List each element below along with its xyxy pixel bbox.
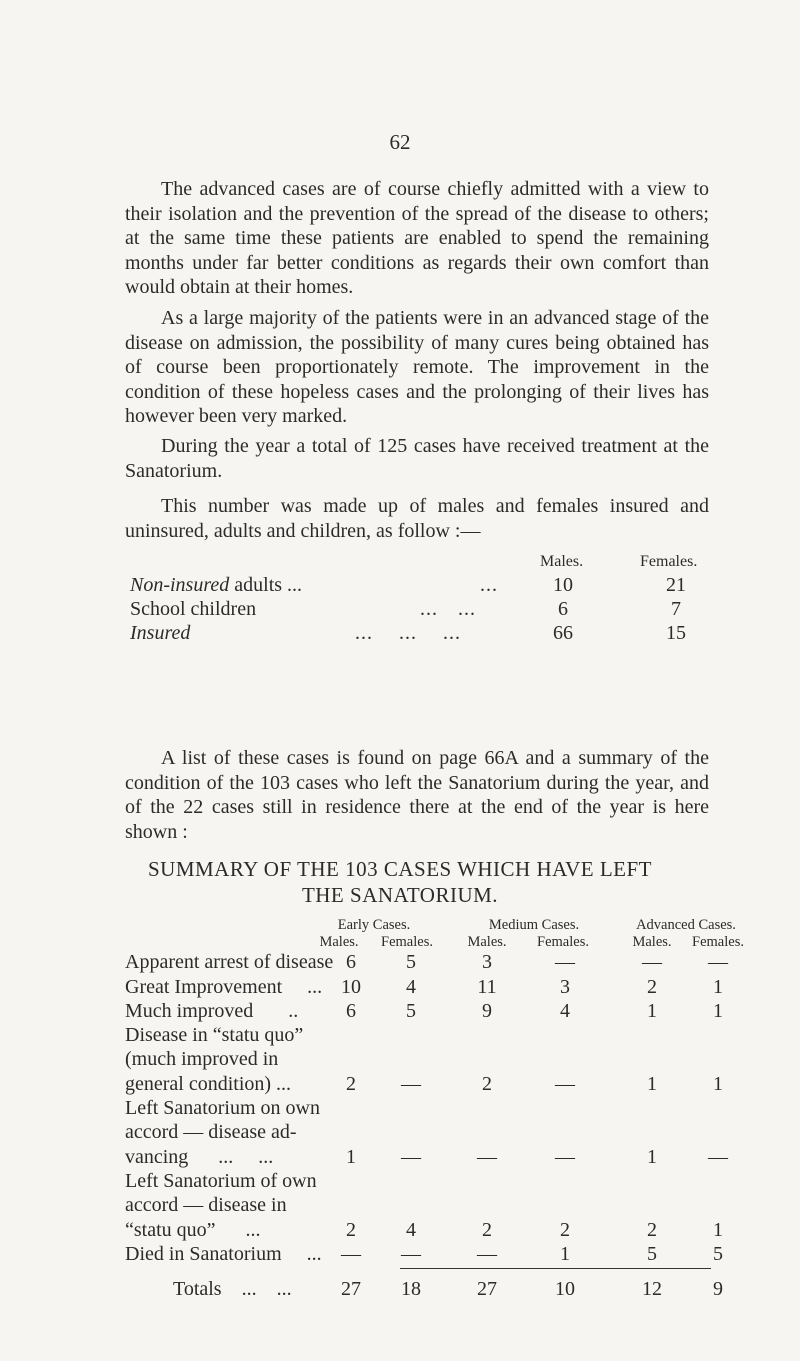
cell-medium-females: 4 — [560, 1000, 570, 1022]
cell-medium-females: 2 — [560, 1219, 570, 1241]
cell-advanced-males: 2 — [647, 1219, 657, 1241]
cell-early-females: 4 — [406, 1219, 416, 1241]
sub-header: Females. — [692, 934, 744, 950]
leader-dots: ... ... — [420, 598, 476, 620]
row-label: Much improved .. — [125, 1000, 299, 1022]
cell-advanced-females: 1 — [713, 1073, 723, 1095]
summary-title-line2: THE SANATORIUM. — [301, 883, 499, 907]
males-value: 10 — [553, 574, 573, 596]
males-value: 66 — [553, 622, 573, 644]
header-males: Males. — [540, 553, 584, 570]
group-header-medium: Medium Cases. — [488, 917, 580, 933]
cell-advanced-males: 5 — [647, 1243, 657, 1265]
paragraph-composition: This number was made up of males and females insured and uninsured, adults and children, as follow :— — [125, 495, 709, 542]
cell-early-males: 10 — [341, 976, 361, 998]
cell-early-males: 6 — [346, 1000, 356, 1022]
row-label: general condition) ... — [125, 1073, 292, 1095]
cell-medium-males: — — [477, 1243, 497, 1265]
sub-header: Males. — [632, 934, 672, 950]
cell-medium-females: 3 — [560, 976, 570, 998]
row-label: accord — disease in — [125, 1194, 287, 1216]
cell-advanced-males: 1 — [647, 1000, 657, 1022]
row-label: accord — disease ad- — [125, 1121, 297, 1143]
cell-early-females: — — [401, 1073, 421, 1095]
cell-early-females: — — [401, 1146, 421, 1168]
cell-advanced-males: 2 — [647, 976, 657, 998]
cell-medium-females: — — [555, 951, 575, 973]
paragraph-advanced-cases: The advanced cases are of course chiefly admitted with a view to their isolation and the prevention of the spread of the disease to others; at the same time these patients are enabled to spend the remaining months under far better conditions as regards their own comfort than would obtain at their homes. — [125, 178, 709, 298]
total-advanced-males: 12 — [642, 1278, 662, 1300]
cell-medium-females: 1 — [560, 1243, 570, 1265]
cell-early-males: 6 — [346, 951, 356, 973]
row-label: Apparent arrest of disease — [125, 951, 334, 973]
cell-medium-males: 2 — [482, 1073, 492, 1095]
paragraph-total-cases: During the year a total of 125 cases have received treatment at the Sanatorium. — [125, 435, 709, 482]
sub-header: Males. — [319, 934, 359, 950]
header-females: Females. — [640, 553, 698, 570]
totals-rule — [400, 1268, 711, 1269]
sub-header: Females. — [381, 934, 433, 950]
females-value: 21 — [666, 574, 686, 596]
row-label: Left Sanatorium on own — [125, 1097, 320, 1119]
admissions-row — [0, 622, 800, 646]
cell-medium-males: 3 — [482, 951, 492, 973]
row-label: Great Improvement ... — [125, 976, 323, 998]
cell-medium-females: — — [555, 1073, 575, 1095]
cell-medium-males: 9 — [482, 1000, 492, 1022]
totals-label: Totals ... ... — [173, 1278, 292, 1300]
cell-early-females: 5 — [406, 951, 416, 973]
row-label-italic: Insured — [130, 622, 191, 644]
cell-advanced-females: — — [708, 1146, 728, 1168]
cell-advanced-males: — — [642, 951, 662, 973]
total-medium-females: 10 — [555, 1278, 575, 1300]
row-label: (much improved in — [125, 1048, 279, 1070]
cell-medium-males: 2 — [482, 1219, 492, 1241]
row-label-italic: Non-insured — [130, 574, 230, 596]
cell-early-males: 2 — [346, 1073, 356, 1095]
cell-advanced-females: — — [708, 951, 728, 973]
leader-dots: ... ... ... — [355, 622, 461, 644]
row-label: Left Sanatorium of own — [125, 1170, 317, 1192]
row-label: vancing ... ... — [125, 1146, 274, 1168]
total-advanced-females: 9 — [713, 1278, 723, 1300]
page-number: 62 — [389, 130, 411, 154]
cell-advanced-males: 1 — [647, 1146, 657, 1168]
cell-medium-males: 11 — [477, 976, 497, 998]
cell-early-females: 5 — [406, 1000, 416, 1022]
paragraph-majority-advanced: As a large majority of the patients were in an advanced stage of the disease on admission, the possibility of many cures being obtained has of course been proportionately remote. The improvement in the condition of these hopeless cases and the prolonging of their lives has however been very marked. — [125, 307, 709, 427]
females-value: 7 — [671, 598, 681, 620]
admissions-row — [0, 598, 800, 622]
row-label: “statu quo” ... — [125, 1219, 261, 1241]
paragraph-summary-intro: A list of these cases is found on page 66A and a summary of the condition of the 103 cases who left the Sanatorium during the year, and of the 22 cases still in residence there at the end of the year is here shown : — [125, 747, 709, 843]
row-label: Disease in “statu quo” — [125, 1024, 304, 1046]
admissions-row — [0, 574, 800, 598]
males-value: 6 — [558, 598, 568, 620]
summary-title-line1: SUMMARY OF THE 103 CASES WHICH HAVE LEFT — [147, 857, 653, 881]
sub-header: Males. — [467, 934, 507, 950]
cell-advanced-females: 5 — [713, 1243, 723, 1265]
cell-advanced-females: 1 — [713, 1000, 723, 1022]
leader-dots: ... — [480, 574, 498, 596]
cell-early-females: 4 — [406, 976, 416, 998]
sub-header: Females. — [537, 934, 589, 950]
row-label: School children — [130, 598, 257, 620]
cell-early-males: — — [341, 1243, 361, 1265]
cell-early-males: 1 — [346, 1146, 356, 1168]
group-header-advanced: Advanced Cases. — [636, 917, 736, 933]
cell-early-males: 2 — [346, 1219, 356, 1241]
cell-advanced-females: 1 — [713, 976, 723, 998]
cell-advanced-females: 1 — [713, 1219, 723, 1241]
total-medium-males: 27 — [477, 1278, 497, 1300]
cell-medium-females: — — [555, 1146, 575, 1168]
cell-early-females: — — [401, 1243, 421, 1265]
row-label: adults ... — [229, 574, 303, 596]
cell-advanced-males: 1 — [647, 1073, 657, 1095]
females-value: 15 — [666, 622, 686, 644]
group-header-early: Early Cases. — [337, 917, 411, 933]
cell-medium-males: — — [477, 1146, 497, 1168]
total-early-females: 18 — [401, 1278, 421, 1300]
total-early-males: 27 — [341, 1278, 361, 1300]
row-label: Died in Sanatorium ... — [125, 1243, 322, 1265]
